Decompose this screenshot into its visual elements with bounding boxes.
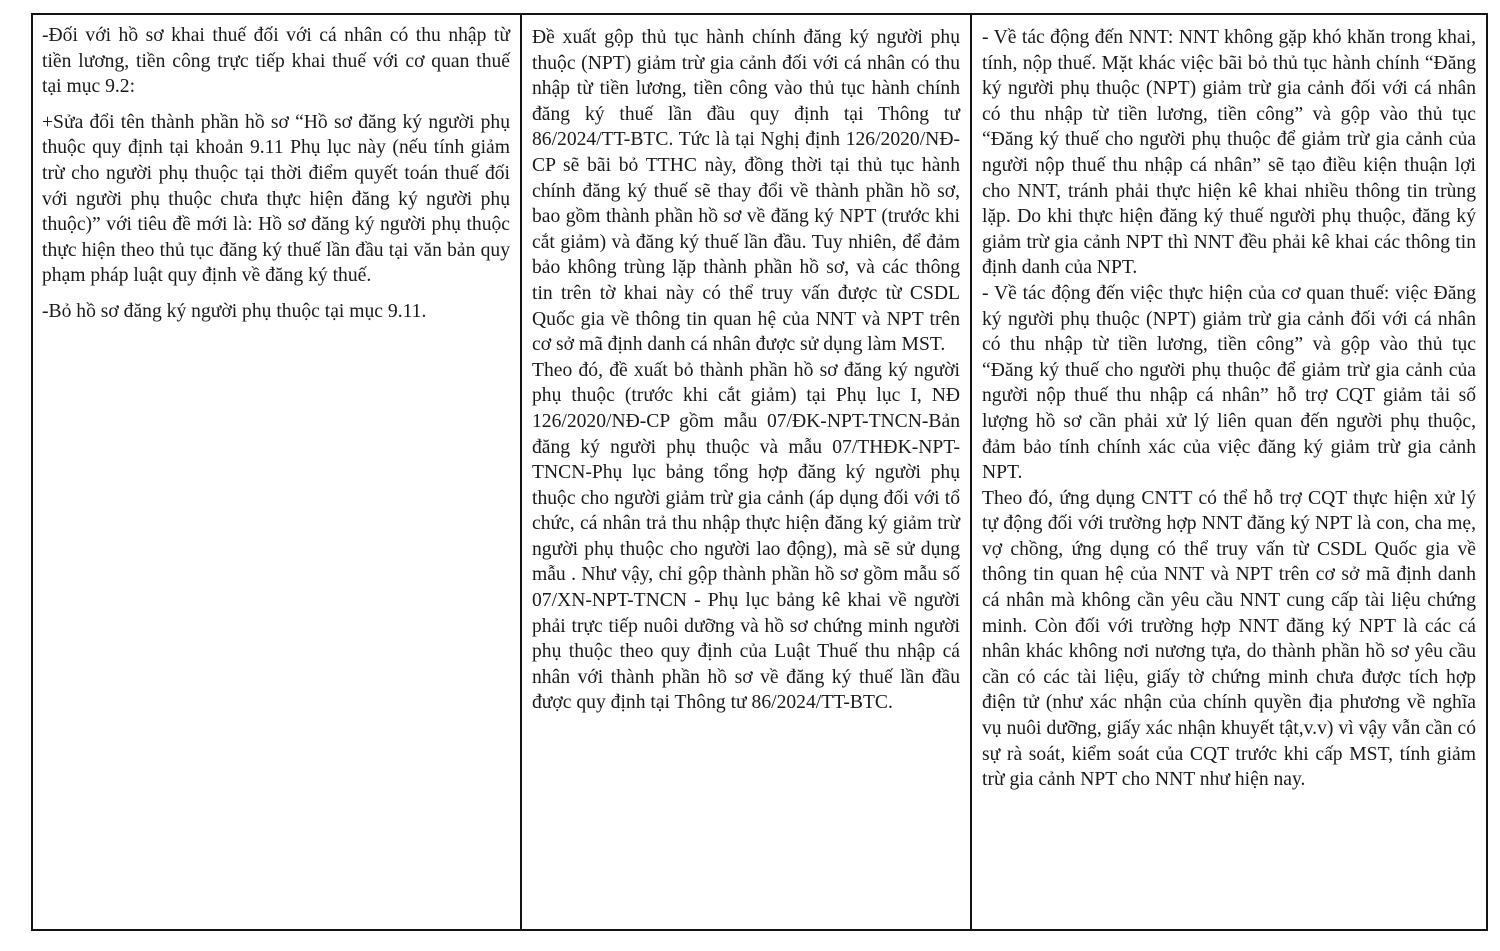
document-table xyxy=(31,13,1488,931)
table-cell-proposal xyxy=(33,15,522,929)
paragraph: +Sửa đổi tên thành phần hồ sơ “Hồ sơ đăng ký người phụ thuộc quy định tại khoản 9.11 Phụ lục này (nếu tính giảm trừ cho người phụ thuộc tại thời điểm quyết toán thuế đối với người phụ thuộc chưa thực hiện đăng ký người phụ thuộc)” với tiêu đề mới là: Hồ sơ đăng ký người phụ thuộc thực hiện theo thủ tục đăng ký thuế lần đầu tại văn bản quy phạm pháp luật quy định về đăng ký thuế. xyxy=(42,111,510,287)
paragraph: - Về tác động đến NNT: NNT không gặp khó khăn trong khai, tính, nộp thuế. Mặt khác việc bãi bỏ thủ tục hành chính “Đăng ký người phụ thuộc (NPT) giảm trừ gia cảnh đối với cá nhân có thu nhập từ tiền lương, tiền công” và gộp vào thủ tục “Đăng ký thuế cho người phụ thuộc để giảm trừ gia cảnh của người nộp thuế thu nhập cá nhân” sẽ tạo điều kiện thuận lợi cho NNT, tránh phải thực hiện kê khai nhiều thông tin trùng lặp. Do khi thực hiện đăng ký thuế người phụ thuộc, đăng ký giảm trừ gia cảnh NPT thì NNT đều phải kê khai các thông tin định danh của NPT. xyxy=(982,27,1476,279)
paragraph: -Bỏ hồ sơ đăng ký người phụ thuộc tại mục 9.11. xyxy=(42,300,427,322)
paragraph: Đề xuất gộp thủ tục hành chính đăng ký người phụ thuộc (NPT) giảm trừ gia cảnh đối với cá nhân có thu nhập từ tiền lương, tiền công vào thủ tục hành chính đăng ký thuế lần đầu quy định tại Thông tư 86/2024/TT-BTC. Tức là tại Nghị định 126/2020/NĐ-CP sẽ bãi bỏ TTHC này, đồng thời tại thủ tục hành chính đăng ký thuế sẽ thay đổi về thành phần hồ sơ, bao gồm thành phần hồ sơ về đăng ký NPT (trước khi cắt giảm) và đăng ký thuế lần đầu. Tuy nhiên, để đảm bảo không trùng lặp thành phần hồ sơ, và các thông tin trên tờ khai này có thể truy vấn được từ CSDL Quốc gia về thông tin quan hệ của NNT và NPT trên cơ sở mã định danh cá nhân được sử dụng làm MST. xyxy=(532,27,960,356)
table-cell-impact xyxy=(972,15,1486,929)
table-cell-explanation xyxy=(522,15,972,929)
paragraph: -Đối với hồ sơ khai thuế đối với cá nhân có thu nhập từ tiền lương, tiền công trực tiếp khai thuế với cơ quan thuế tại mục 9.2: xyxy=(42,25,510,98)
paragraph: Theo đó, đề xuất bỏ thành phần hồ sơ đăng ký người phụ thuộc (trước khi cắt giảm) tại Phụ lục I, NĐ 126/2020/NĐ-CP gồm mẫu 07/ĐK-NPT-TNCN-Bản đăng ký người phụ thuộc và mẫu 07/THĐK-NPT-TNCN-Phụ lục bảng tổng hợp đăng ký người phụ thuộc cho người giảm trừ gia cảnh (áp dụng đối với tổ chức, cá nhân trả thu nhập thực hiện đăng ký giảm trừ người phụ thuộc cho người lao động), mà sẽ sử dụng mẫu . Như vậy, chỉ gộp thành phần hồ sơ gồm mẫu số 07/XN-NPT-TNCN - Phụ lục bảng kê khai về người phải trực tiếp nuôi dưỡng và hồ sơ chứng minh người phụ thuộc theo quy định của Luật Thuế thu nhập cá nhân với thành phần hồ sơ về đăng ký thuế lần đầu được quy định tại Thông tư 86/2024/TT-BTC. xyxy=(532,359,960,714)
paragraph: Theo đó, ứng dụng CNTT có thể hỗ trợ CQT thực hiện xử lý tự động đối với trường hợp NNT đăng ký NPT là con, cha mẹ, vợ chồng, ứng dụng có thể truy vấn từ CSDL Quốc gia về thông tin quan hệ của NNT và NPT trên cơ sở mã định danh cá nhân mà không cần yêu cầu NNT cung cấp tài liệu chứng minh. Còn đối với trường hợp NNT đăng ký NPT là các cá nhân khác không nơi nương tựa, do thành phần hồ sơ yêu cầu cần có các tài liệu, giấy tờ chứng minh chưa được tích hợp điện tử (như xác nhận của chính quyền địa phương về nghĩa vụ nuôi dưỡng, giấy xác nhận khuyết tật,v.v) vì vậy vẫn cần có sự rà soát, kiểm soát của CQT trước khi cấp MST, tính giảm trừ gia cảnh NPT cho NNT như hiện nay. xyxy=(982,487,1476,791)
paragraph: - Về tác động đến việc thực hiện của cơ quan thuế: việc Đăng ký người phụ thuộc (NPT) giảm trừ gia cảnh đối với cá nhân có thu nhập từ tiền lương, tiền công” và gộp vào thủ tục “Đăng ký thuế cho người phụ thuộc để giảm trừ gia cảnh của người nộp thuế thu nhập cá nhân” hỗ trợ CQT giảm tải số lượng hồ sơ cần phải xử lý liên quan đến người phụ thuộc, đảm bảo tính chính xác của việc đăng ký giảm trừ gia cảnh NPT. xyxy=(982,282,1476,484)
